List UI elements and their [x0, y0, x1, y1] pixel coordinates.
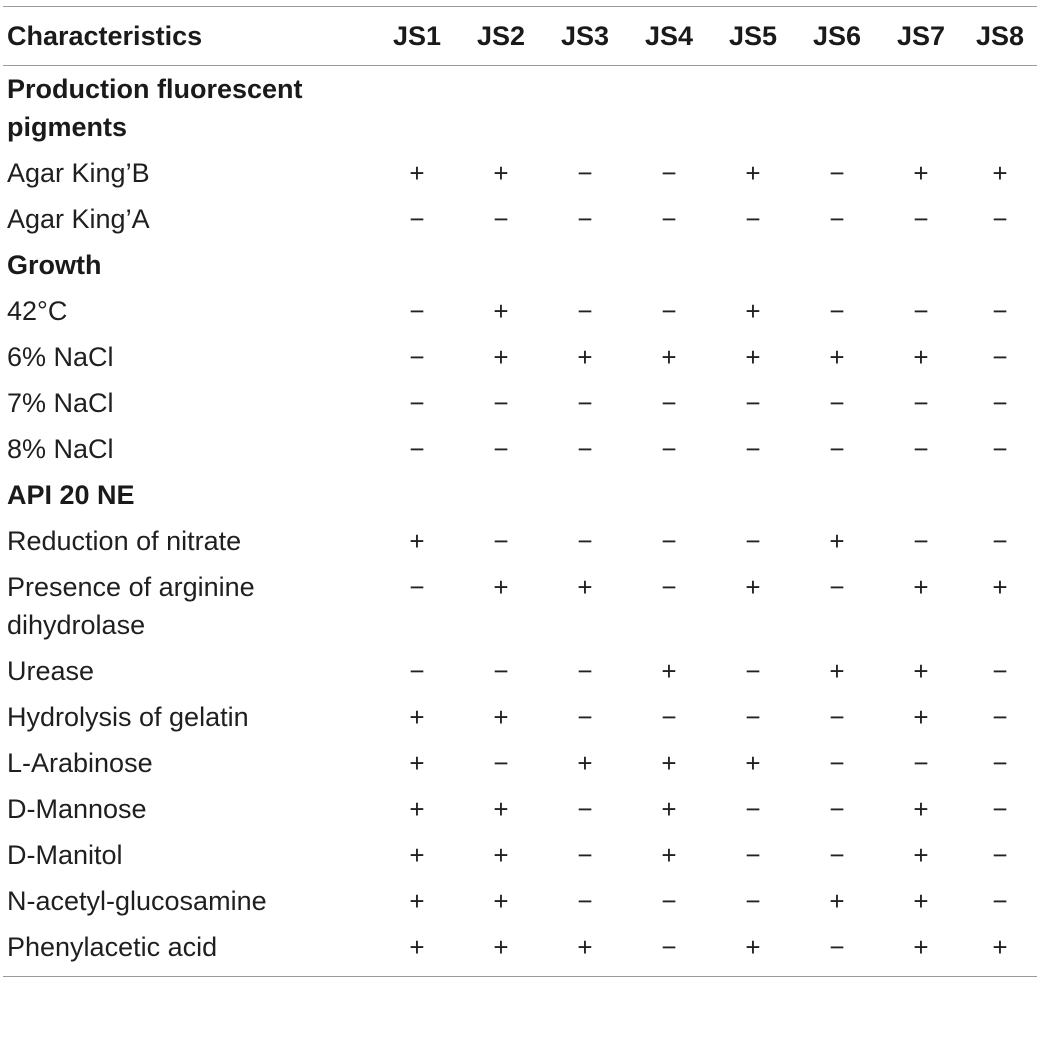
- result-cell-js5: +: [745, 572, 761, 602]
- result-cell-js7: +: [913, 886, 929, 916]
- header-js3: JS3: [560, 21, 610, 51]
- result-cell-js8: −: [992, 794, 1008, 824]
- result-cell-js6: −: [829, 702, 845, 732]
- table-row: [3, 380, 1037, 426]
- result-cell-js6: −: [829, 158, 845, 188]
- result-cell-js8: −: [992, 388, 1008, 418]
- empty-cell: [627, 472, 711, 518]
- table-row: [3, 878, 1037, 924]
- characteristic-label: Phenylacetic acid: [7, 932, 218, 962]
- result-cell-js5: −: [745, 656, 761, 686]
- result-cell-js8: −: [992, 886, 1008, 916]
- result-cell-js3: −: [577, 388, 593, 418]
- result-cell-js2: +: [493, 886, 509, 916]
- empty-cell: [879, 66, 963, 150]
- result-cell-js3: +: [577, 342, 593, 372]
- characteristic-label: 8% NaCl: [7, 434, 114, 464]
- result-cell-js1: −: [409, 656, 425, 686]
- result-cell-js7: +: [913, 702, 929, 732]
- result-cell-js8: −: [992, 526, 1008, 556]
- result-cell-js4: +: [661, 342, 677, 372]
- result-cell-js1: −: [409, 342, 425, 372]
- section-row: [3, 242, 1037, 288]
- empty-cell: [963, 472, 1037, 518]
- result-cell-js2: −: [493, 388, 509, 418]
- empty-cell: [711, 242, 795, 288]
- result-cell-js7: −: [913, 296, 929, 326]
- characteristics-table-container: [3, 0, 1037, 977]
- result-cell-js6: −: [829, 748, 845, 778]
- table-row: [3, 426, 1037, 472]
- result-cell-js6: −: [829, 204, 845, 234]
- result-cell-js5: −: [745, 840, 761, 870]
- result-cell-js8: −: [992, 656, 1008, 686]
- result-cell-js1: +: [409, 932, 425, 962]
- result-cell-js8: −: [992, 748, 1008, 778]
- result-cell-js4: −: [661, 434, 677, 464]
- table-row: [3, 694, 1037, 740]
- header-js1: JS1: [392, 21, 442, 51]
- section-row: [3, 66, 1037, 150]
- table-row: [3, 334, 1037, 380]
- result-cell-js5: −: [745, 388, 761, 418]
- result-cell-js2: −: [493, 526, 509, 556]
- result-cell-js5: −: [745, 434, 761, 464]
- empty-cell: [375, 242, 459, 288]
- result-cell-js5: −: [745, 526, 761, 556]
- result-cell-js2: +: [493, 840, 509, 870]
- result-cell-js4: −: [661, 296, 677, 326]
- table-body: [3, 66, 1037, 970]
- empty-cell: [375, 472, 459, 518]
- result-cell-js7: −: [913, 434, 929, 464]
- result-cell-js4: −: [661, 702, 677, 732]
- result-cell-js6: −: [829, 388, 845, 418]
- result-cell-js4: +: [661, 656, 677, 686]
- result-cell-js1: +: [409, 526, 425, 556]
- header-row: [3, 7, 1037, 65]
- characteristic-label: Agar King’B: [7, 158, 150, 188]
- bottom-rule: [3, 976, 1037, 977]
- table-row: [3, 648, 1037, 694]
- result-cell-js2: +: [493, 572, 509, 602]
- result-cell-js3: −: [577, 158, 593, 188]
- table-row: [3, 150, 1037, 196]
- result-cell-js1: +: [409, 886, 425, 916]
- result-cell-js2: +: [493, 932, 509, 962]
- section-label: Production fluorescent pigments: [7, 74, 303, 142]
- characteristic-label: D-Manitol: [7, 840, 123, 870]
- result-cell-js6: −: [829, 840, 845, 870]
- result-cell-js5: +: [745, 342, 761, 372]
- empty-cell: [879, 472, 963, 518]
- empty-cell: [879, 242, 963, 288]
- result-cell-js4: −: [661, 932, 677, 962]
- empty-cell: [543, 242, 627, 288]
- empty-cell: [711, 472, 795, 518]
- header-js5: JS5: [728, 21, 778, 51]
- result-cell-js5: −: [745, 794, 761, 824]
- table-header: [3, 7, 1037, 65]
- empty-cell: [711, 66, 795, 150]
- characteristic-label: D-Mannose: [7, 794, 147, 824]
- result-cell-js8: −: [992, 434, 1008, 464]
- result-cell-js2: +: [493, 158, 509, 188]
- section-label: Growth: [7, 250, 102, 280]
- result-cell-js6: +: [829, 526, 845, 556]
- characteristic-label: Agar King’A: [7, 204, 150, 234]
- result-cell-js7: +: [913, 342, 929, 372]
- result-cell-js8: −: [992, 296, 1008, 326]
- result-cell-js3: −: [577, 204, 593, 234]
- characteristic-label: 6% NaCl: [7, 342, 114, 372]
- result-cell-js3: −: [577, 656, 593, 686]
- result-cell-js3: +: [577, 748, 593, 778]
- empty-cell: [795, 66, 879, 150]
- characteristic-label: 7% NaCl: [7, 388, 114, 418]
- result-cell-js5: +: [745, 158, 761, 188]
- result-cell-js1: +: [409, 840, 425, 870]
- result-cell-js1: +: [409, 748, 425, 778]
- table-row: [3, 196, 1037, 242]
- result-cell-js6: −: [829, 572, 845, 602]
- result-cell-js3: −: [577, 526, 593, 556]
- result-cell-js7: −: [913, 388, 929, 418]
- section-label: API 20 NE: [7, 480, 135, 510]
- result-cell-js3: −: [577, 840, 593, 870]
- result-cell-js6: +: [829, 656, 845, 686]
- result-cell-js8: −: [992, 204, 1008, 234]
- result-cell-js7: +: [913, 794, 929, 824]
- characteristic-label: 42°C: [7, 296, 68, 326]
- result-cell-js8: +: [992, 158, 1008, 188]
- result-cell-js6: −: [829, 932, 845, 962]
- result-cell-js8: −: [992, 342, 1008, 372]
- result-cell-js4: −: [661, 886, 677, 916]
- result-cell-js4: +: [661, 794, 677, 824]
- result-cell-js2: +: [493, 342, 509, 372]
- result-cell-js7: +: [913, 656, 929, 686]
- result-cell-js1: −: [409, 434, 425, 464]
- empty-cell: [963, 242, 1037, 288]
- empty-cell: [459, 472, 543, 518]
- characteristic-label: L-Arabinose: [7, 748, 153, 778]
- result-cell-js7: −: [913, 204, 929, 234]
- result-cell-js7: +: [913, 572, 929, 602]
- table-row: [3, 924, 1037, 970]
- result-cell-js5: +: [745, 748, 761, 778]
- result-cell-js1: −: [409, 296, 425, 326]
- result-cell-js4: −: [661, 158, 677, 188]
- table-row: [3, 740, 1037, 786]
- result-cell-js7: +: [913, 932, 929, 962]
- empty-cell: [459, 66, 543, 150]
- result-cell-js6: −: [829, 434, 845, 464]
- result-cell-js4: +: [661, 748, 677, 778]
- result-cell-js3: −: [577, 296, 593, 326]
- result-cell-js1: +: [409, 702, 425, 732]
- result-cell-js2: +: [493, 794, 509, 824]
- result-cell-js3: +: [577, 572, 593, 602]
- characteristics-table-body: [3, 66, 1037, 970]
- characteristic-label: Reduction of nitrate: [7, 526, 242, 556]
- empty-cell: [543, 66, 627, 150]
- result-cell-js3: −: [577, 702, 593, 732]
- header-js2: JS2: [476, 21, 526, 51]
- empty-cell: [627, 66, 711, 150]
- header-js7: JS7: [896, 21, 946, 51]
- header-characteristics: Characteristics: [7, 21, 203, 51]
- result-cell-js2: +: [493, 296, 509, 326]
- result-cell-js3: −: [577, 794, 593, 824]
- section-row: [3, 472, 1037, 518]
- result-cell-js3: −: [577, 886, 593, 916]
- result-cell-js7: +: [913, 158, 929, 188]
- characteristic-label: Presence of arginine dihydrolase: [7, 572, 255, 640]
- empty-cell: [963, 66, 1037, 150]
- result-cell-js8: −: [992, 840, 1008, 870]
- characteristics-table: [3, 7, 1037, 65]
- result-cell-js6: −: [829, 296, 845, 326]
- characteristic-label: Urease: [7, 656, 95, 686]
- result-cell-js2: −: [493, 204, 509, 234]
- characteristic-label: N-acetyl-glucosamine: [7, 886, 267, 916]
- result-cell-js1: −: [409, 388, 425, 418]
- result-cell-js2: +: [493, 702, 509, 732]
- result-cell-js6: +: [829, 342, 845, 372]
- result-cell-js2: −: [493, 434, 509, 464]
- characteristic-label: Hydrolysis of gelatin: [7, 702, 249, 732]
- result-cell-js4: +: [661, 840, 677, 870]
- empty-cell: [795, 472, 879, 518]
- result-cell-js2: −: [493, 748, 509, 778]
- result-cell-js4: −: [661, 388, 677, 418]
- result-cell-js5: +: [745, 932, 761, 962]
- table-row: [3, 564, 1037, 648]
- result-cell-js5: −: [745, 702, 761, 732]
- result-cell-js5: −: [745, 886, 761, 916]
- result-cell-js1: +: [409, 158, 425, 188]
- result-cell-js7: +: [913, 840, 929, 870]
- empty-cell: [627, 242, 711, 288]
- result-cell-js5: +: [745, 296, 761, 326]
- result-cell-js2: −: [493, 656, 509, 686]
- result-cell-js5: −: [745, 204, 761, 234]
- empty-cell: [375, 66, 459, 150]
- result-cell-js6: −: [829, 794, 845, 824]
- result-cell-js8: +: [992, 932, 1008, 962]
- result-cell-js7: −: [913, 748, 929, 778]
- result-cell-js1: −: [409, 572, 425, 602]
- result-cell-js7: −: [913, 526, 929, 556]
- result-cell-js1: −: [409, 204, 425, 234]
- header-js4: JS4: [644, 21, 694, 51]
- empty-cell: [543, 472, 627, 518]
- table-row: [3, 288, 1037, 334]
- result-cell-js4: −: [661, 572, 677, 602]
- empty-cell: [459, 242, 543, 288]
- empty-cell: [795, 242, 879, 288]
- result-cell-js6: +: [829, 886, 845, 916]
- table-row: [3, 518, 1037, 564]
- result-cell-js4: −: [661, 526, 677, 556]
- table-row: [3, 786, 1037, 832]
- result-cell-js1: +: [409, 794, 425, 824]
- result-cell-js8: +: [992, 572, 1008, 602]
- header-js8: JS8: [975, 21, 1025, 51]
- result-cell-js3: +: [577, 932, 593, 962]
- result-cell-js4: −: [661, 204, 677, 234]
- result-cell-js3: −: [577, 434, 593, 464]
- result-cell-js8: −: [992, 702, 1008, 732]
- header-js6: JS6: [812, 21, 862, 51]
- table-row: [3, 832, 1037, 878]
